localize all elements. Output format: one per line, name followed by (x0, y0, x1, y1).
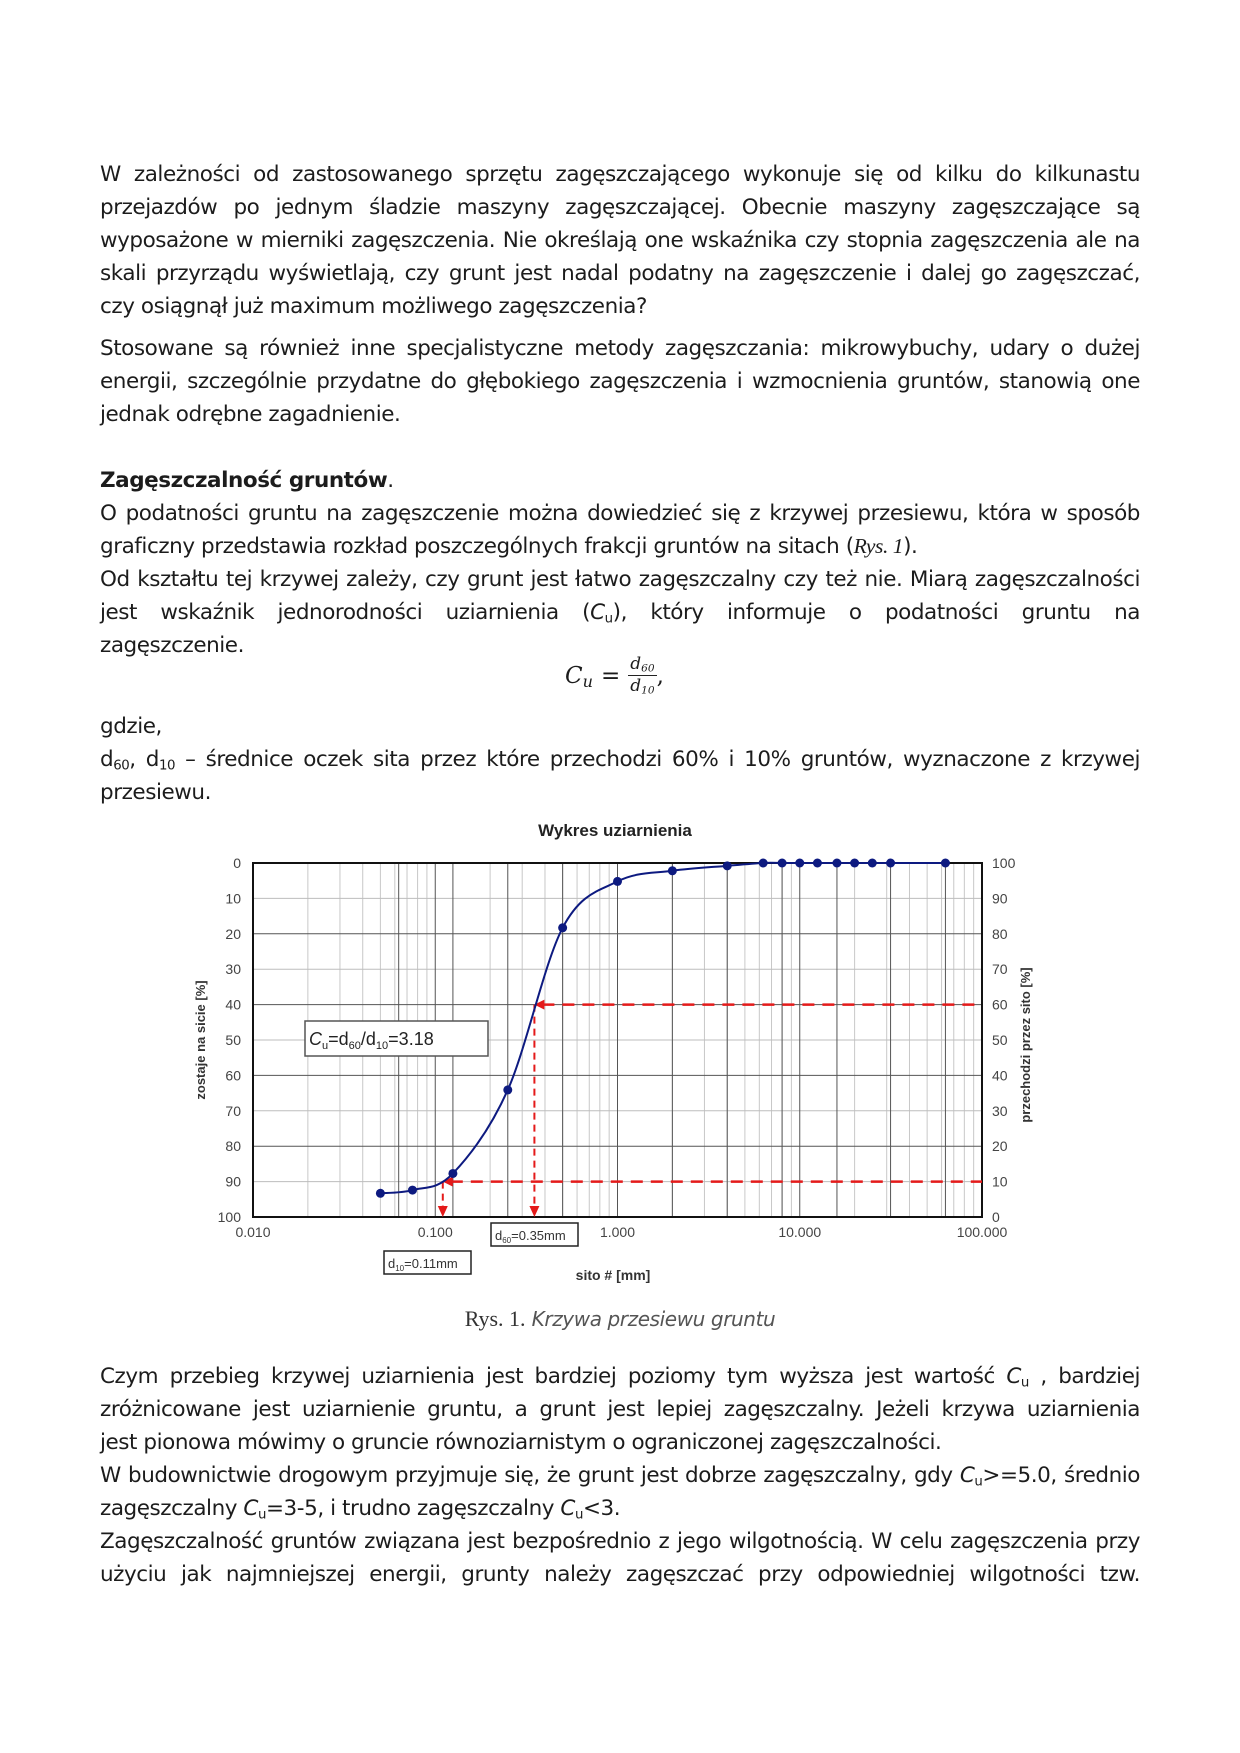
data-point (668, 866, 677, 875)
y-right-tick-label: 80 (992, 925, 1008, 942)
y-right-tick-label: 100 (992, 855, 1016, 871)
y-right-tick-label: 50 (992, 1032, 1008, 1048)
text-line: $d_{60}$, $d_{10}$ – średnice oczek sita przez które przechodzi 60% i 10% gruntów, wyznaczone z krzywej (100, 747, 1140, 774)
formula-denominator: $d_{10}$ (630, 676, 655, 697)
figure-caption (0, 1306, 1240, 1332)
x-tick-label: 0.010 (235, 1224, 271, 1240)
text-line: Stosowane są również inne specjalistyczne metody zagęszczania: mikrowybuchy, udary o dużej (100, 336, 1140, 361)
formula-lhs: $C_u$ (565, 662, 593, 691)
text-line: energii, szczególnie przydatne do głębokiego zagęszczenia i wzmocnienia gruntów, stanowią one (100, 369, 1140, 394)
text-line: przejazdów po jednym śladzie maszyny zagęszczającej. Obecnie maszyny zagęszczające są (100, 195, 1140, 220)
chart-title: Wykres uziarnienia (538, 821, 692, 840)
figure-reference[interactable]: Rys. 1 (853, 534, 904, 558)
text-line: przesiewu. (100, 780, 211, 805)
y-right-tick-label: 70 (992, 961, 1008, 978)
data-point (723, 861, 732, 870)
y-axis-left-ticks (218, 855, 242, 1225)
data-point (832, 859, 841, 868)
text-line: Zagęszczalność gruntów związana jest bezpośrednio z jego wilgotnością. W celu zagęszczenia przy (100, 1529, 1140, 1554)
y-left-tick-label: 20 (225, 925, 241, 942)
data-point (778, 859, 787, 868)
text-fragment: ), który informuje o podatności gruntu na (612, 600, 1140, 625)
x-tick-label: 100.000 (956, 1224, 1008, 1240)
text-line: jednak odrębne zagadnienie. (100, 402, 401, 427)
text-line: zróżnicowane jest uziarnienie gruntu, a grunt jest lepiej zagęszczalny. Jeżeli krzywa uziarnienia (100, 1397, 1140, 1422)
data-point (448, 1169, 457, 1178)
data-point (408, 1186, 417, 1195)
arrowhead-down-d10 (438, 1206, 448, 1217)
y-right-tick-label: 30 (992, 1102, 1008, 1119)
caption-prefix: Rys. 1. (464, 1306, 526, 1331)
text-line: jest pionowa mówimy o gruncie równoziarnistym o ograniczonej zagęszczalności. (100, 1430, 942, 1455)
y-left-tick-label: 90 (225, 1173, 241, 1190)
x-axis-ticks (235, 1224, 1007, 1240)
x-axis-label: sito # [mm] (575, 1267, 651, 1283)
d10-label: $d_{10}=0.11mm$ (388, 1256, 458, 1273)
data-point (613, 877, 622, 886)
y-left-tick-label: 10 (225, 890, 241, 907)
y-left-tick-label: 70 (225, 1102, 241, 1119)
y-left-tick-label: 60 (225, 1067, 241, 1084)
reference-lines (438, 1000, 982, 1217)
text-line: O podatności gruntu na zagęszczenie można dowiedzieć się z krzywej przesiewu, która w sposób (100, 501, 1140, 526)
data-point (558, 923, 567, 932)
arrowhead-down-d60 (529, 1206, 539, 1217)
data-point (376, 1189, 385, 1198)
text-line: czy osiągnął już maximum możliwego zagęszczenia? (100, 294, 647, 319)
symbol-c: C (590, 600, 605, 625)
text-line: zagęszczenie. (100, 633, 244, 658)
text-line: gdzie, (100, 714, 162, 739)
y-left-tick-label: 50 (225, 1032, 241, 1048)
formula-equals: = (600, 662, 621, 689)
y-left-tick-label: 100 (217, 1209, 241, 1225)
text-line: Od kształtu tej krzywej zależy, czy grunt jest łatwo zagęszczalny czy też nie. Miarą zagęszczalności (100, 567, 1140, 592)
y-left-tick-label: 80 (225, 1138, 241, 1155)
data-point (795, 859, 804, 868)
data-point (759, 859, 768, 868)
data-point (813, 859, 822, 868)
y-left-tick-label: 30 (225, 961, 241, 978)
text-line: W zależności od zastosowanego sprzętu zagęszczającego wykonuje się od kilku do kilkunastu (100, 162, 1140, 187)
text-fragment: jest wskaźnik jednorodności uziarnienia ( (100, 600, 591, 625)
text-line: Czym przebieg krzywej uziarnienia jest bardziej poziomy tym wyższa jest wartość $C_u$ , bardziej (100, 1364, 1140, 1391)
x-tick-label: 10.000 (778, 1224, 822, 1240)
y-left-tick-label: 40 (225, 996, 241, 1013)
cu-annotation-text: $C_u=d_{60}/d_{10}=3.18$ (309, 1029, 434, 1052)
x-tick-label: 1.000 (599, 1224, 636, 1240)
x-tick-label: 0.100 (417, 1224, 453, 1240)
y-right-tick-label: 0 (992, 1209, 1000, 1225)
y-right-tick-label: 10 (992, 1173, 1008, 1190)
data-point (850, 859, 859, 868)
y-left-tick-label: 0 (233, 855, 241, 871)
text-fragment: graficzny przedstawia rozkład poszczególnych frakcji gruntów na sitach ( (100, 534, 854, 559)
data-point (941, 859, 950, 868)
text-line: skali przyrządu wyświetlają, czy grunt jest nadal podatny na zagęszczenie i dalej go zagęszczać, (100, 261, 1140, 286)
d60-label: $d_{60}=0.35mm$ (495, 1228, 566, 1245)
formula-numerator: $d_{60}$ (630, 654, 655, 675)
y-right-tick-label: 60 (992, 996, 1008, 1013)
subscript: u (604, 611, 613, 627)
text-line: wyposażone w mierniki zagęszczenia. Nie określają one wskaźnika czy stopnia zagęszczenia ale na (100, 228, 1140, 253)
y-axis-right-ticks (992, 855, 1016, 1225)
y-right-tick-label: 20 (992, 1138, 1008, 1155)
y-axis-left-label: zostaje na sicie [%] (193, 980, 208, 1100)
text-line: W budownictwie drogowym przyjmuje się, że grunt jest dobrze zagęszczalny, gdy $C_u>=5.0$, średnio (100, 1463, 1140, 1490)
heading-text: Zagęszczalność gruntów (100, 468, 388, 493)
paragraph-interpretation (100, 1360, 1140, 1591)
heading-dot: . (387, 468, 394, 493)
y-right-tick-label: 40 (992, 1067, 1008, 1084)
text-line: zagęszczalny $C_u=3-5$, i trudno zagęszczalny $C_u<3$. (100, 1496, 621, 1523)
y-axis-right-label: przechodzi przez sito [%] (1018, 967, 1033, 1123)
formula-comma: , (656, 662, 664, 689)
data-point (886, 859, 895, 868)
text-line: użyciu jak najmniejszej energii, grunty należy zagęszczać przy odpowiedniej wilgotności tzw. (100, 1562, 1140, 1587)
data-point (868, 859, 877, 868)
text-fragment: ). (903, 534, 918, 559)
data-point (503, 1085, 512, 1094)
caption-title: Krzywa przesiewu gruntu (531, 1307, 776, 1331)
y-right-tick-label: 90 (992, 890, 1008, 907)
